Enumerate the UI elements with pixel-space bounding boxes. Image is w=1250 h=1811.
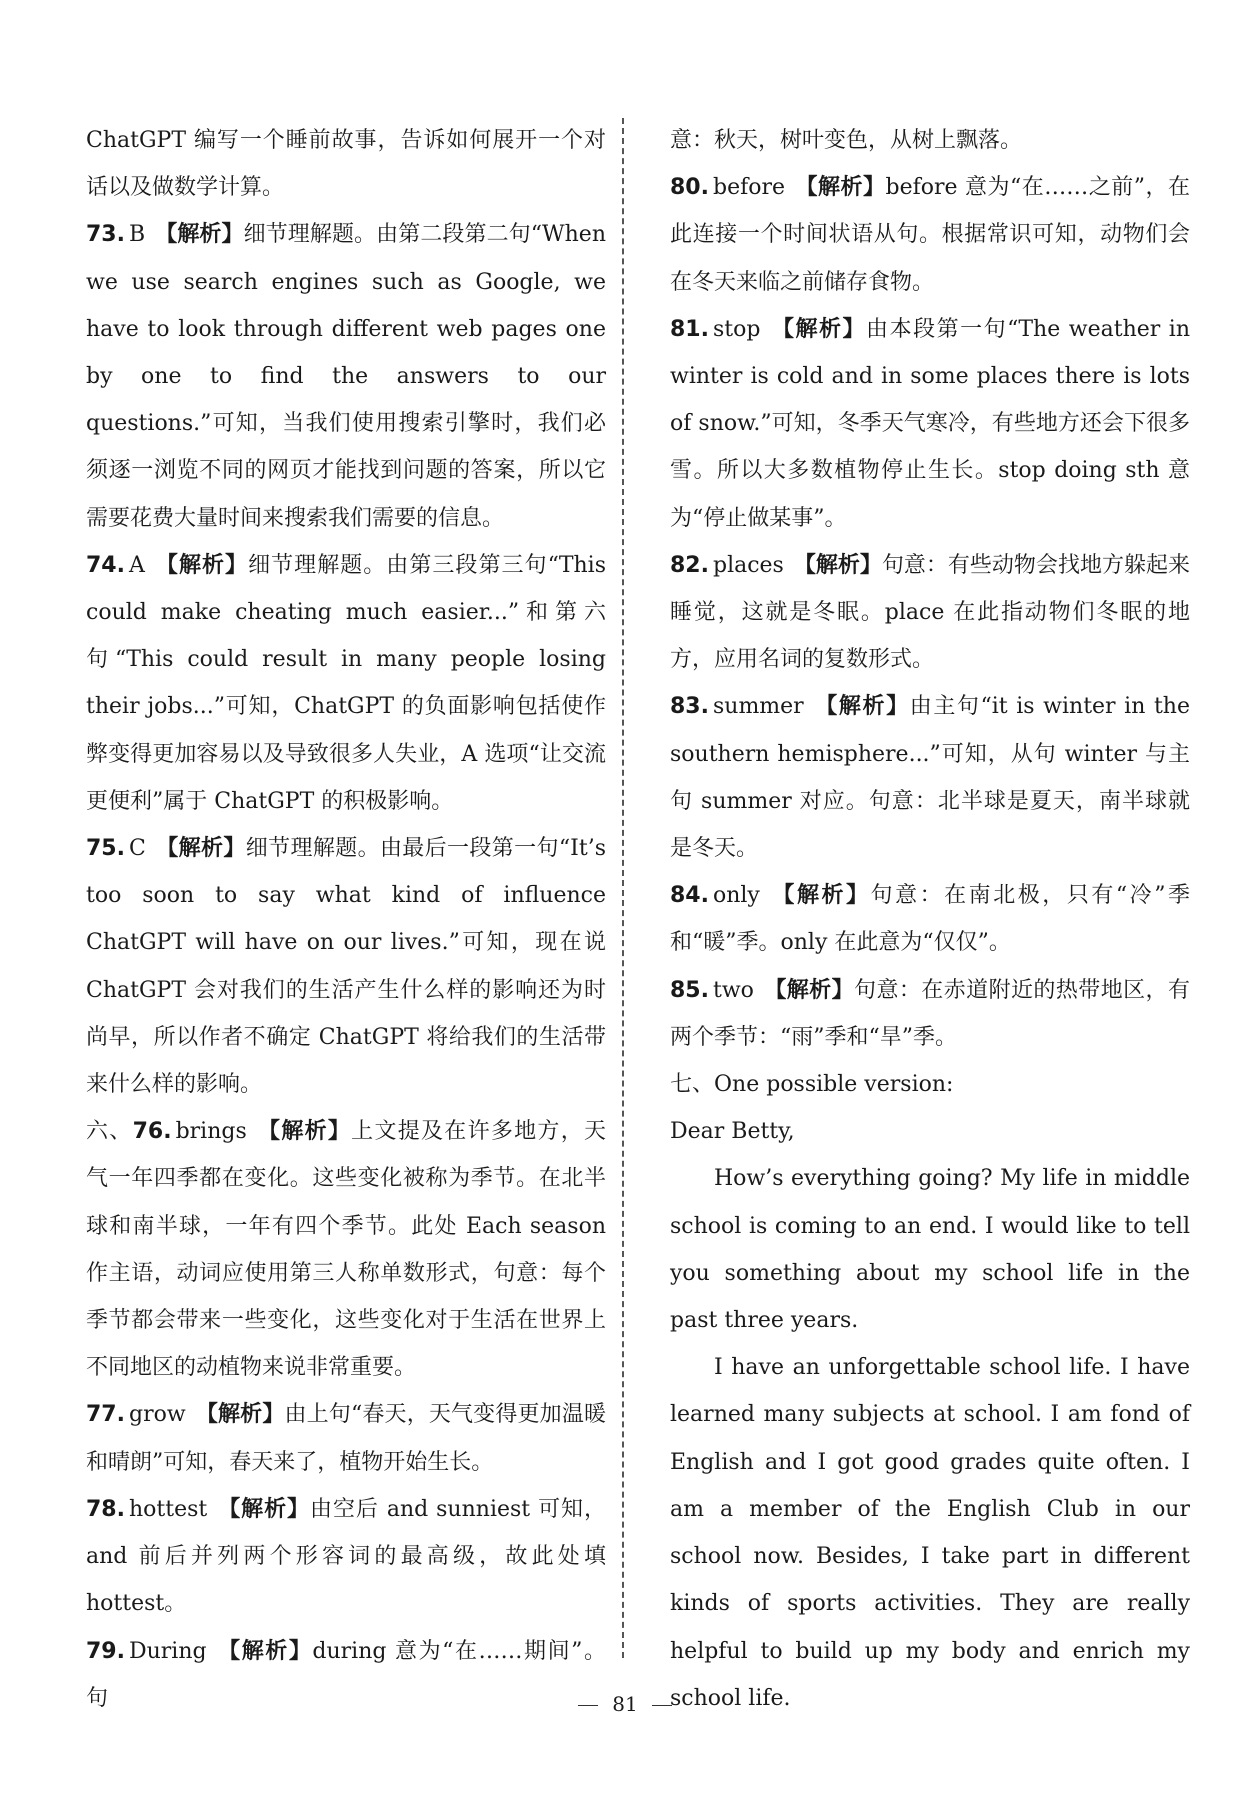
answer-entry-76 bbox=[86, 1108, 606, 1391]
intro-continuation: ChatGPT 编写一个睡前故事，告诉如何展开一个对话以及做数学计算。 bbox=[86, 128, 606, 201]
answer-value: hottest bbox=[128, 1496, 208, 1522]
answer-value: grow bbox=[128, 1402, 186, 1428]
analysis-text: 细节理解题。由第三段第三句“This could make cheating much easier...”和第六句“This could result in many people losing their jobs...”可知，ChatGPT 的负面影响包括使作弊变得更加容易以及导致很多人失业，A 选项“让交流更便利”属于 ChatGPT 的积极影响。 bbox=[86, 552, 606, 814]
analysis-text: 由本段第一句“The weather in winter is cold and in some places there is lots of snow.”可知，冬季天气寒冷，有些地方还会下很多雪。所以大多数植物停止生长。stop doing sth 意为“停止做某事”。 bbox=[670, 316, 1190, 531]
column-divider bbox=[622, 118, 624, 1658]
question-number: 77. bbox=[86, 1402, 125, 1428]
answer-entry-81 bbox=[670, 306, 1190, 542]
analysis-text: 句意：有些动物会找地方躲起来睡觉，这就是冬眠。place 在此指动物们冬眠的地方，应用名词的复数形式。 bbox=[670, 552, 1190, 673]
analysis-tag: 【解析】 bbox=[155, 222, 244, 248]
answer-entry-73 bbox=[86, 211, 606, 541]
left-column bbox=[86, 117, 606, 1722]
answer-entry-74 bbox=[86, 542, 606, 825]
analysis-tag: 【解析】 bbox=[769, 883, 871, 909]
answer-continuation: 意：秋天，树叶变色，从树上飘落。 bbox=[670, 128, 1023, 153]
question-number: 73. bbox=[86, 222, 125, 248]
answer-value: B bbox=[128, 222, 146, 248]
answer-value: two bbox=[712, 977, 754, 1003]
answer-entry-78 bbox=[86, 1486, 606, 1628]
page-number-right-dash bbox=[652, 1705, 672, 1706]
answer-value: During bbox=[128, 1638, 207, 1664]
analysis-tag: 【解析】 bbox=[217, 1496, 311, 1522]
analysis-tag: 【解析】 bbox=[795, 175, 886, 201]
analysis-text: 细节理解题。由最后一段第一句“It’s too soon to say what kind of influence ChatGPT will have on our lives.”可知，现在说 ChatGPT 会对我们的生活产生什么样的影响还为时尚早，所以作者不确定 ChatGPT 将给我们的生活带来什么样的影响。 bbox=[86, 836, 606, 1098]
sample-essay-label: One possible version: bbox=[714, 1072, 954, 1098]
analysis-text: 细节理解题。由第二段第二句“When we use search engines such as Google, we have to look through different web pages one by one to find the answers to our questions.”可知，当我们使用搜索引擎时，我们必须逐一浏览不同的网页才能找到问题的答案，所以它需要花费大量时间来搜索我们需要的信息。 bbox=[86, 222, 606, 531]
essay-paragraph-1: How’s everything going? My life in middle school is coming to an end. I would like to tell you something about my school life in the past three years. bbox=[670, 1166, 1190, 1334]
analysis-tag: 【解析】 bbox=[793, 552, 882, 578]
question-number: 82. bbox=[670, 552, 709, 578]
page-number-value: 81 bbox=[612, 1692, 638, 1716]
section-number-six: 六、 bbox=[86, 1119, 133, 1145]
analysis-text: 由主句“it is winter in the southern hemisphere...”可知，从句 winter 与主句 summer 对应。句意：北半球是夏天，南半球就是冬天。 bbox=[670, 694, 1190, 862]
answer-value: before bbox=[712, 175, 786, 201]
page-number bbox=[0, 1692, 1250, 1716]
question-number: 75. bbox=[86, 836, 125, 862]
answer-entry-84 bbox=[670, 872, 1190, 966]
question-number: 74. bbox=[86, 552, 125, 578]
question-number: 83. bbox=[670, 694, 709, 720]
answer-entry-77 bbox=[86, 1391, 606, 1485]
question-number: 80. bbox=[670, 175, 709, 201]
question-number: 81. bbox=[670, 316, 709, 342]
question-number: 78. bbox=[86, 1496, 125, 1522]
analysis-tag: 【解析】 bbox=[256, 1119, 352, 1145]
analysis-text: during 意为“在……期间”。句 bbox=[86, 1638, 606, 1711]
analysis-tag: 【解析】 bbox=[155, 836, 246, 862]
analysis-text: 上文提及在许多地方，天气一年四季都在变化。这些变化被称为季节。在北半球和南半球，一年有四个季节。此处 Each season 作主语，动词应使用第三人称单数形式，句意：每个季节都会带来一些变化，这些变化对于生活在世界上不同地区的动植物来说非常重要。 bbox=[86, 1119, 606, 1381]
analysis-tag: 【解析】 bbox=[216, 1638, 313, 1664]
analysis-tag: 【解析】 bbox=[770, 316, 867, 342]
analysis-tag: 【解析】 bbox=[154, 552, 249, 578]
section-number-seven: 七、 bbox=[670, 1072, 715, 1098]
answer-value: places bbox=[712, 552, 784, 578]
section-seven-heading bbox=[670, 1061, 1190, 1108]
analysis-text: 句意：在赤道附近的热带地区，有两个季节：“雨”季和“旱”季。 bbox=[670, 977, 1190, 1050]
question-number: 79. bbox=[86, 1638, 125, 1664]
analysis-text: 由上句“春天，天气变得更加温暖和晴朗”可知，春天来了，植物开始生长。 bbox=[86, 1402, 606, 1475]
answer-value: stop bbox=[712, 316, 761, 342]
answer-value: A bbox=[128, 552, 145, 578]
analysis-tag: 【解析】 bbox=[195, 1402, 285, 1428]
analysis-tag: 【解析】 bbox=[813, 694, 910, 720]
essay-salutation: Dear Betty, bbox=[670, 1119, 795, 1145]
analysis-text: 由空后 and sunniest 可知，and 前后并列两个形容词的最高级，故此处填hottest。 bbox=[86, 1496, 606, 1617]
page-number-left-dash bbox=[578, 1705, 598, 1706]
essay-paragraph-2: I have an unforgettable school life. I have learned many subjects at school. I am fond of English and I got good grades quite often. I am a member of the English Club in our school now. Besides, I take part in different kinds of sports activities. They are really helpful to build up my body and enrich my school life. bbox=[670, 1355, 1190, 1711]
answer-value: C bbox=[128, 836, 146, 862]
answer-entry-80 bbox=[670, 164, 1190, 306]
analysis-text: 句意：在南北极，只有“冷”季和“暖”季。only 在此意为“仅仅”。 bbox=[670, 883, 1190, 956]
answer-entry-82 bbox=[670, 542, 1190, 684]
right-column bbox=[670, 117, 1190, 1722]
question-number: 84. bbox=[670, 883, 709, 909]
answer-entry-85 bbox=[670, 967, 1190, 1061]
answer-value: summer bbox=[712, 694, 804, 720]
analysis-text: before 意为“在……之前”，在此连接一个时间状语从句。根据常识可知，动物们会在冬天来临之前储存食物。 bbox=[670, 175, 1190, 295]
answer-entry-75 bbox=[86, 825, 606, 1108]
analysis-tag: 【解析】 bbox=[763, 977, 855, 1003]
question-number: 85. bbox=[670, 977, 709, 1003]
question-number: 76. bbox=[132, 1119, 172, 1145]
answer-entry-83 bbox=[670, 683, 1190, 872]
answer-value: brings bbox=[175, 1119, 247, 1145]
answer-value: only bbox=[712, 883, 760, 909]
